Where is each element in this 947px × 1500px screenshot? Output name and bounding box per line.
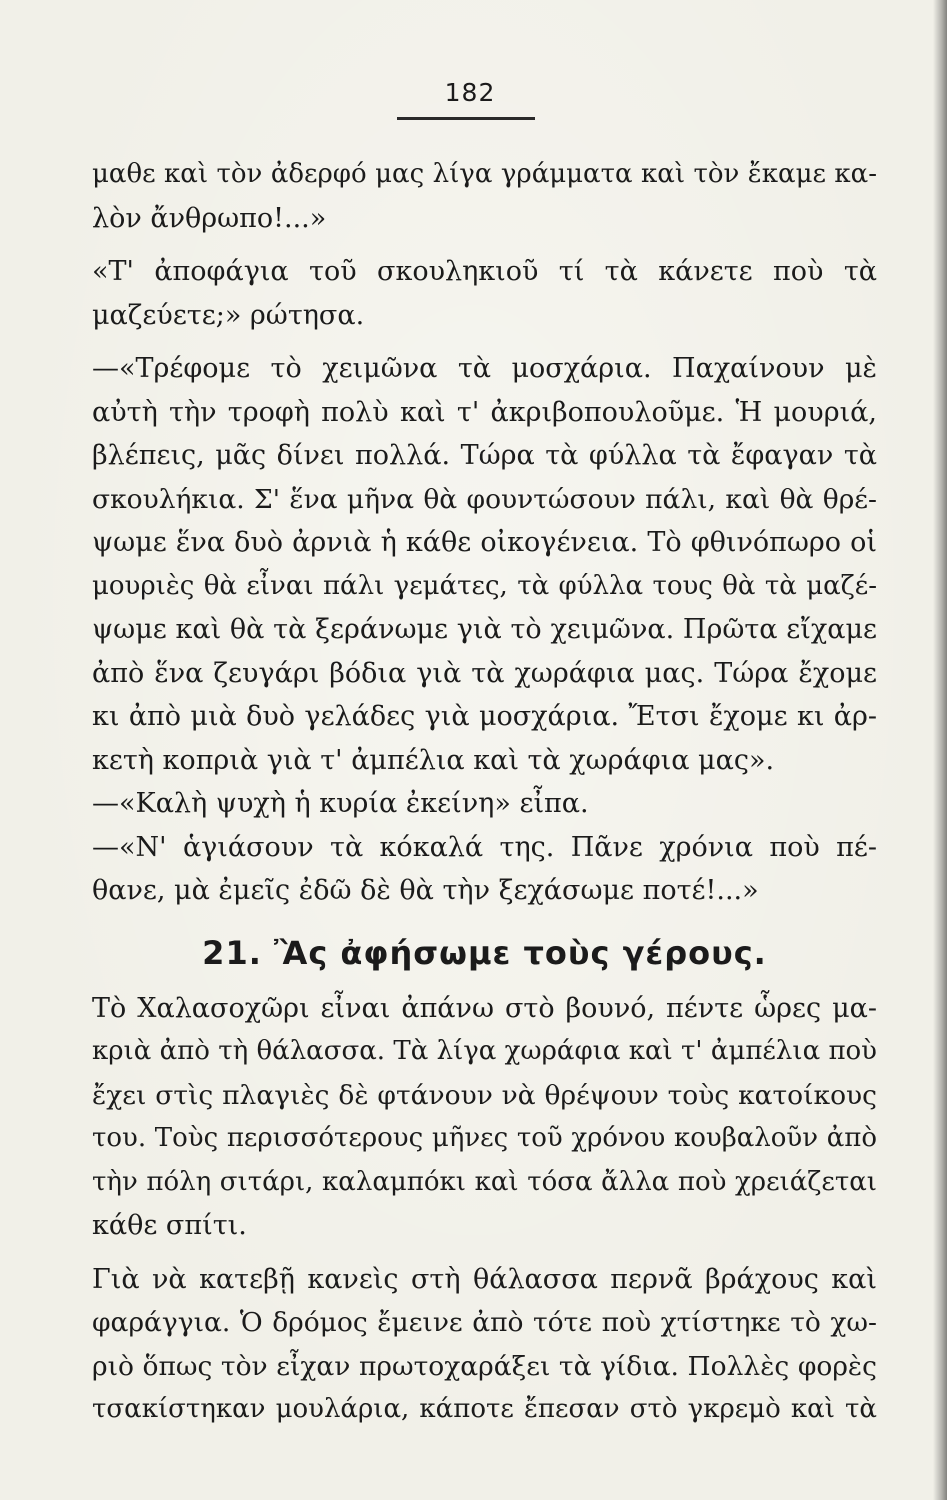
text-line: κετὴ κοπριὰ γιὰ τ' ἀμπέλια καὶ τὰ χωράφια μας». [92, 744, 775, 776]
text-line: —«Καλὴ ψυχὴ ἡ κυρία ἐκείνη» εἶπα. [92, 788, 589, 819]
text-line: ψωμε καὶ θὰ τὰ ξεράνωμε γιὰ τὸ χειμῶνα. Πρῶτα εἴχαμε [92, 614, 877, 645]
page-number: 182 [444, 78, 496, 107]
text-line: φαράγγια. Ὁ δρόμος ἔμεινε ἀπὸ τότε ποὺ χτίστηκε τὸ χω- [92, 1307, 877, 1338]
page-edge-shadow [933, 0, 947, 1500]
section-heading: 21. Ἂς ἀφήσωμε τοὺς γέρους. [202, 933, 767, 972]
text-line: ψωμε ἕνα δυὸ ἀρνιὰ ἡ κάθε οἰκογένεια. Τὸ φθινόπωρο οἱ [92, 527, 877, 558]
text-line: —«Ν' ἁγιάσουν τὰ κόκαλά της. Πᾶνε χρόνια ποὺ πέ- [92, 831, 877, 863]
text-line: τσακίστηκαν μουλάρια, κάποτε ἔπεσαν στὸ γκρεμὸ καὶ τὰ [92, 1394, 877, 1424]
text-line: Τὸ Χαλασοχῶρι εἶναι ἀπάνω στὸ βουνό, πέντε ὧρες μα- [92, 992, 877, 1024]
text-line: τὴν πόλη σιτάρι, καλαμπόκι καὶ τόσα ἄλλα ποὺ χρειάζεται [92, 1166, 877, 1197]
text-line: μαθε καὶ τὸν ἀδερφό μας λίγα γράμματα καὶ τὸν ἔκαμε κα- [92, 159, 877, 189]
text-line: «Τ' ἀποφάγια τοῦ σκουληκιοῦ τί τὰ κάνετε ποὺ τὰ [92, 256, 877, 287]
text-line: βλέπεις, μᾶς δίνει πολλά. Τώρα τὰ φύλλα τὰ ἔφαγαν τὰ [92, 440, 877, 471]
text-line: θανε, μὰ ἐμεῖς ἐδῶ δὲ θὰ τὴν ξεχάσωμε ποτέ!...» [92, 875, 759, 906]
text-line: κάθε σπίτι. [92, 1210, 247, 1241]
text-line: κι ἀπὸ μιὰ δυὸ γελάδες γιὰ μοσχάρια. Ἔτσι ἔχομε κι ἀρ- [92, 701, 877, 732]
text-line: του. Τοὺς περισσότερους μῆνες τοῦ χρόνου κουβαλοῦν ἀπὸ [92, 1123, 877, 1153]
text-line: αὐτὴ τὴν τροφὴ πολὺ καὶ τ' ἀκριβοπουλοῦμε. Ἡ μουριά, [92, 396, 877, 428]
text-line: —«Τρέφομε τὸ χειμῶνα τὰ μοσχάρια. Παχαίνουν μὲ [92, 353, 877, 384]
text-line: λὸν ἄνθρωπο!...» [92, 202, 327, 234]
text-line: μουριὲς θὰ εἶναι πάλι γεμάτες, τὰ φύλλα τους θὰ τὰ μαζέ- [92, 570, 877, 601]
page-number-rule [397, 117, 535, 120]
text-line: σκουλήκια. Σ' ἕνα μῆνα θὰ φουντώσουν πάλι, καὶ θὰ θρέ- [92, 483, 877, 515]
text-line: κριὰ ἀπὸ τὴ θάλασσα. Τὰ λίγα χωράφια καὶ τ' ἀμπέλια ποὺ [92, 1036, 877, 1066]
text-line: ἀπὸ ἕνα ζευγάρι βόδια γιὰ τὰ χωράφια μας. Τώρα ἔχομε [92, 657, 877, 689]
text-line: ἔχει στὶς πλαγιὲς δὲ φτάνουν νὰ θρέψουν τοὺς κατοίκους [92, 1079, 877, 1111]
text-line: μαζεύετε;» ρώτησα. [92, 299, 365, 331]
text-line: ριὸ ὅπως τὸν εἶχαν πρωτοχαράξει τὰ γίδια. Πολλὲς φορὲς [92, 1350, 877, 1382]
text-line: Γιὰ νὰ κατεβῇ κανεὶς στὴ θάλασσα περνᾶ βράχους καὶ [92, 1263, 877, 1295]
body-text [92, 153, 877, 1432]
